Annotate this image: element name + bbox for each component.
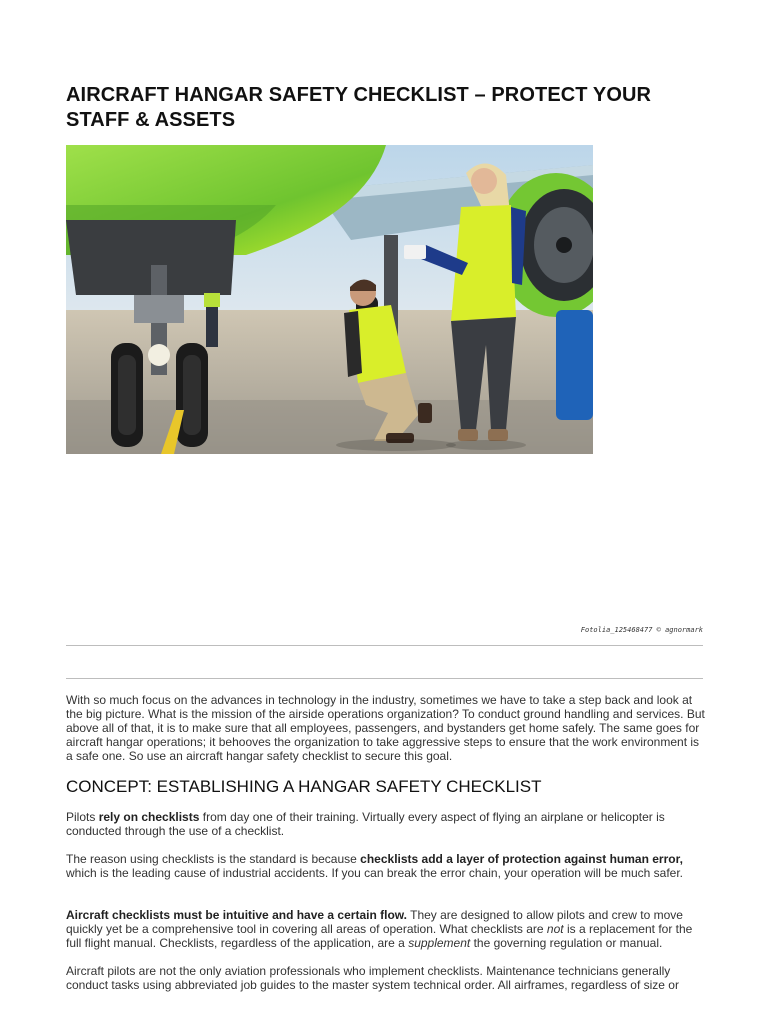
emphasis-intuitive-flow: Aircraft checklists must be intuitive and have a certain flow. [66, 908, 407, 922]
emphasis-supplement: supplement [408, 936, 471, 950]
intro-paragraph: With so much focus on the advances in technology in the industry, sometimes we have to take a step back and look at the big picture. What is the mission of the airside operations organization? To conduct ground handling and services. But above all of that, it is to make sure that all employees, passengers, and bystanders get home safely. The same goes for aircraft hangar operations; it behooves the organization to take aggressive steps to ensure that the work environment is a safe one. So use an aircraft hangar safety checklist to secure this goal. [66, 693, 705, 763]
paragraph-maintenance: Aircraft pilots are not the only aviation professionals who implement checklists. Maintenance technicians generally conduct tasks using abbreviated job guides to the master system technical order. All airframes, regardless of size or [66, 964, 679, 992]
paragraph-reason: The reason using checklists is the standard is because checklists add a layer of protection against human error, which is the leading cause of industrial accidents. If you can break the error chain, your operation will be much safer. [66, 852, 683, 880]
photo-credit: Fotolia_125468477 © agnormark [580, 626, 703, 634]
emphasis-not: not [546, 922, 564, 936]
section-heading: CONCEPT: ESTABLISHING A HANGAR SAFETY CHECKLIST [66, 777, 542, 796]
divider-bottom [66, 678, 703, 679]
paragraph-intuitive: Aircraft checklists must be intuitive and have a certain flow. They are designed to allow pilots and crew to move quickly yet be a comprehensive tool in covering all areas of operation. What checklists are not is a replacement for the full flight manual. Checklists, regardless of the application, are a supplement the governing regulation or manual. [66, 908, 693, 950]
hero-photo-illustration [66, 145, 593, 454]
emphasis-rely-on-checklists: rely on checklists [98, 810, 200, 824]
divider-top [66, 645, 703, 646]
hero-photo [66, 145, 593, 454]
article-title: AIRCRAFT HANGAR SAFETY CHECKLIST – PROTECT YOUR STAFF & ASSETS [66, 84, 652, 131]
paragraph-pilots: Pilots rely on checklists from day one of their training. Virtually every aspect of flying an airplane or helicopter is conducted through the use of a checklist. [66, 810, 665, 838]
emphasis-human-error: checklists add a layer of protection against human error, [360, 852, 683, 866]
